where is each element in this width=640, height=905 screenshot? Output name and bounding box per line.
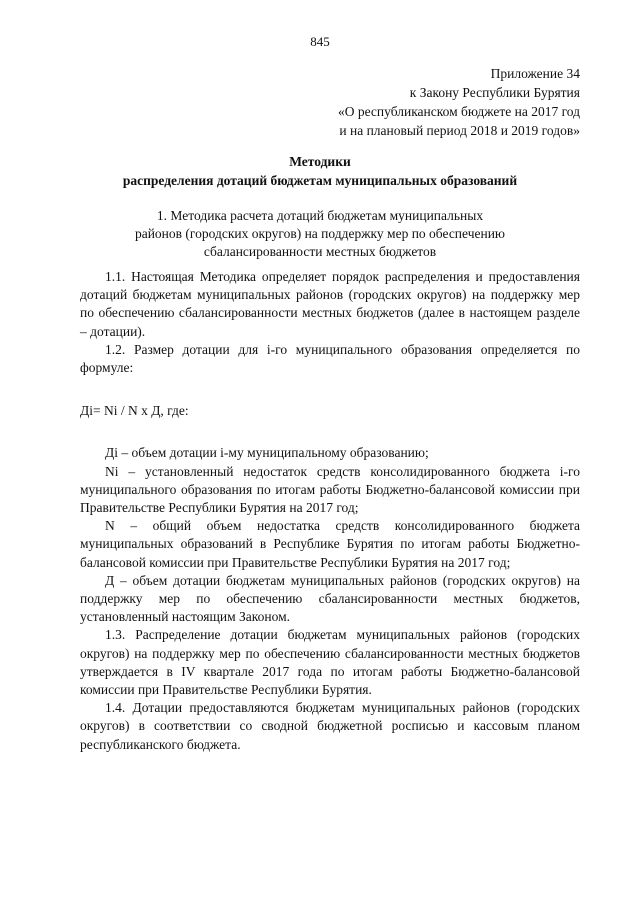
title-line: распределения дотаций бюджетам муниципальных образований xyxy=(122,173,518,188)
definition-di: Дi – объем дотации i-му муниципальному образованию; xyxy=(105,445,429,461)
paragraph-1-3: 1.3. Распределение дотации бюджетам муниципальных районов (городских округов) на поддержку мер по обеспечению сбалансированности местных бюджетов утверждается в IV квартале 2017 года по итогам работы Бюджетно-балансовой комиссии при Правительстве Республики Бурятия. xyxy=(80,627,580,698)
appendix-line: «О республиканском бюджете на 2017 год xyxy=(337,104,580,119)
document-title xyxy=(0,152,640,190)
appendix-line: и на плановый период 2018 и 2019 годов» xyxy=(339,123,580,138)
section-title-line: 1. Методика расчета дотаций бюджетам муниципальных xyxy=(156,208,484,223)
body-text xyxy=(80,268,580,754)
appendix-line: к Закону Республики Бурятия xyxy=(409,85,580,100)
appendix-heading xyxy=(200,64,580,140)
paragraph-1-2: 1.2. Размер дотации для i-го муниципального образования определяется по формуле: xyxy=(80,341,580,376)
appendix-line: Приложение 34 xyxy=(490,66,580,81)
section-title-line: районов (городских округов) на поддержку мер по обеспечению xyxy=(134,226,506,241)
section-title xyxy=(0,207,640,261)
page-number: 845 xyxy=(310,34,330,49)
definition-n: N – общий объем недостатка средств консолидированного бюджета муниципальных образований в Республике Бурятия по итогам работы Бюджетно-балансовой комиссии при Правительстве Республики Бурятия на 2017 год; xyxy=(80,518,580,570)
paragraph-1-1: 1.1. Настоящая Методика определяет порядок распределения и предоставления дотаций бюджетам муниципальных районов (городских округов) на поддержку мер по обеспечению сбалансированности местных бюджетов (далее в настоящем разделе – дотации). xyxy=(80,269,580,339)
formula: Дi= Ni / N x Д, где: xyxy=(80,403,189,419)
definition-ni: Ni – установленный недостаток средств консолидированного бюджета i-го муниципального образования по итогам работы Бюджетно-балансовой комиссии при Правительстве Республики Бурятия на 2017 год; xyxy=(80,463,580,516)
title-line: Методики xyxy=(289,154,351,169)
paragraph-1-4: 1.4. Дотации предоставляются бюджетам муниципальных районов (городских округов) в соответствии со сводной бюджетной росписью и кассовым планом республиканского бюджета. xyxy=(80,700,580,752)
definition-d: Д – объем дотации бюджетам муниципальных районов (городских округов) на поддержку мер по обеспечению сбалансированности местных бюджетов, установленный настоящим Законом. xyxy=(80,572,580,625)
section-title-line: сбалансированности местных бюджетов xyxy=(203,244,437,259)
